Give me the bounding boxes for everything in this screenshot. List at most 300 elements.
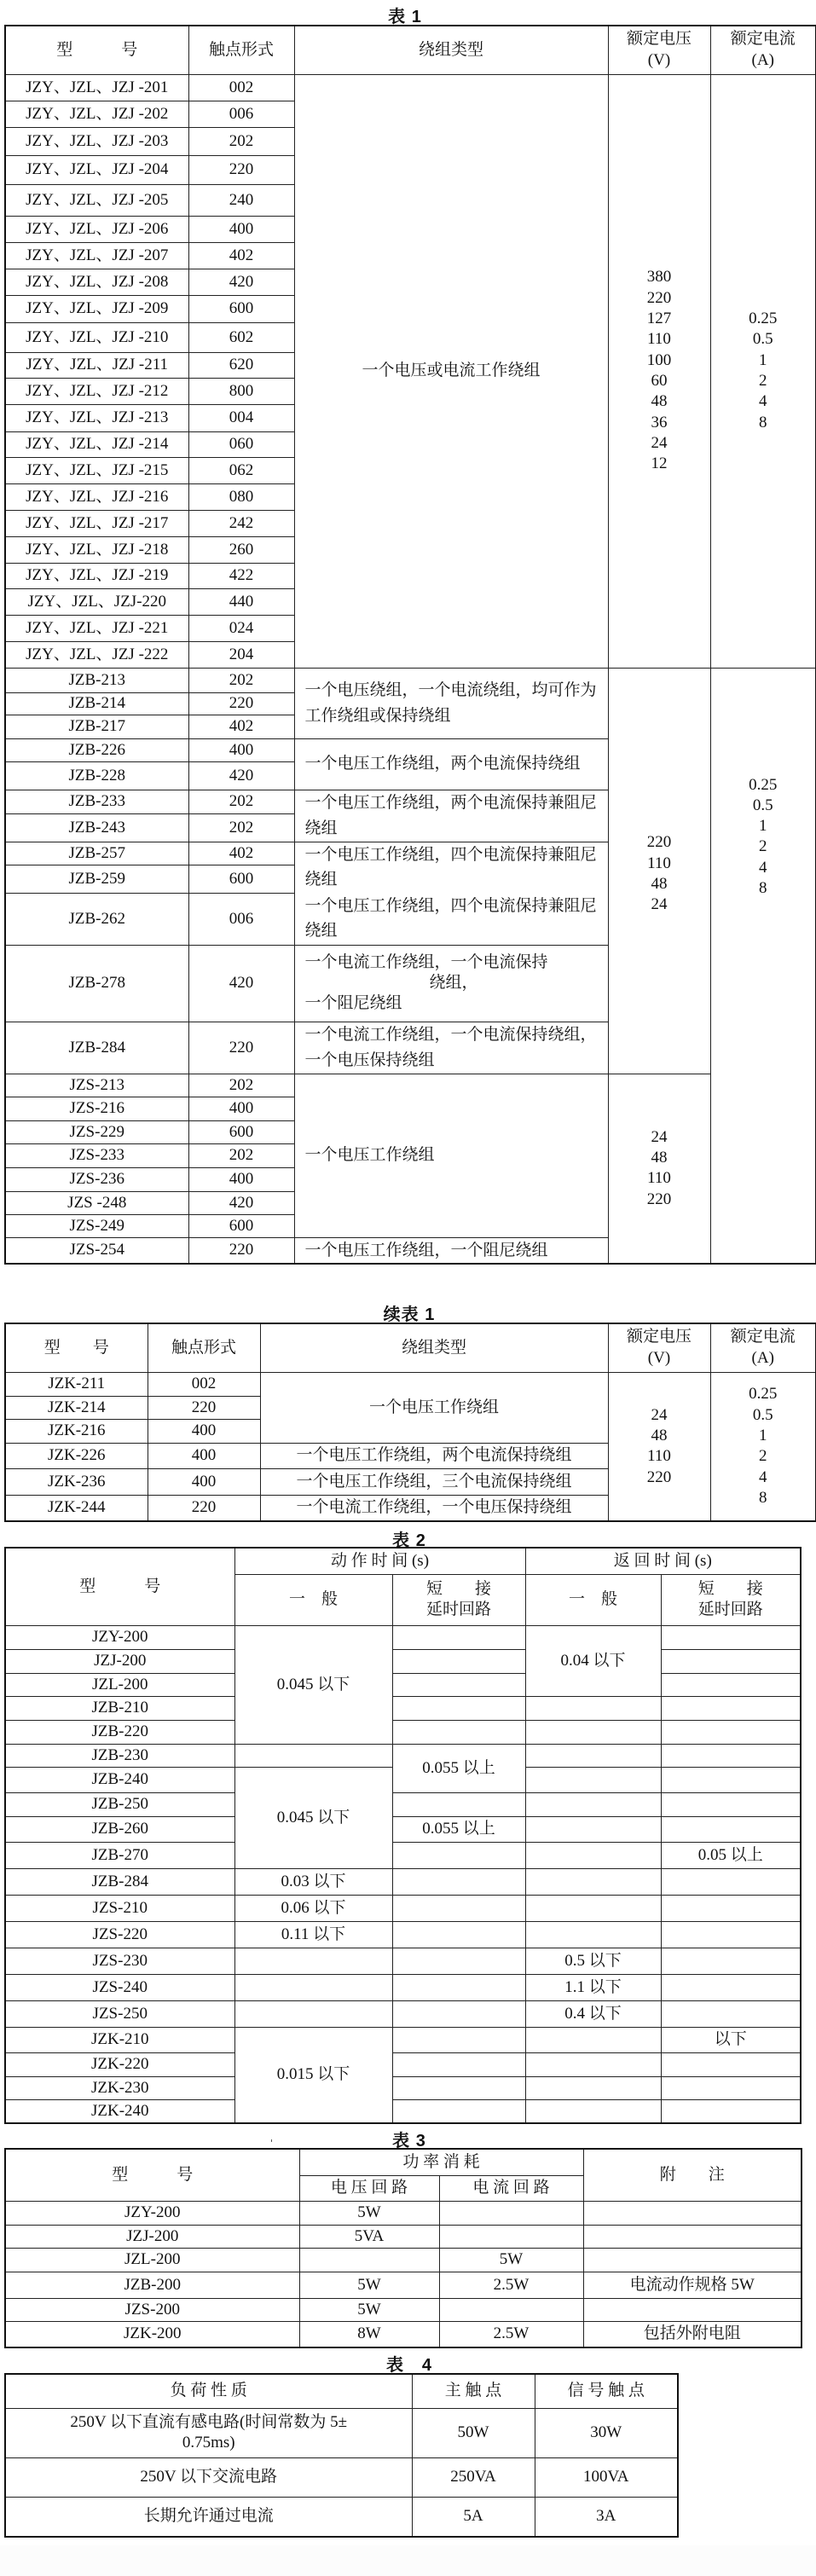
- return-general-cell: 0.4 以下: [525, 2000, 661, 2027]
- return-short-cell: [661, 1792, 801, 1816]
- model-cell: JZB-243: [5, 813, 188, 842]
- winding-cell: 一个电压或电流工作绕组: [294, 74, 608, 668]
- model-cell: JZY、JZL、JZJ -208: [5, 269, 188, 295]
- contact-cell: 420: [188, 269, 294, 295]
- return-general-cell: [525, 1792, 661, 1816]
- table1-continued: [4, 1323, 816, 1522]
- contact-cell: 002: [148, 1372, 260, 1396]
- winding-cell: 一个电压工作绕组: [294, 1074, 608, 1237]
- return-short-cell: [661, 1816, 801, 1842]
- table3-header-row-1: [5, 2149, 802, 2175]
- return-short-cell: [661, 1673, 801, 1696]
- model-cell: JZY、JZL、JZJ -214: [5, 431, 188, 457]
- model-cell: JZY、JZL、JZJ -203: [5, 127, 188, 155]
- header-model: 型 号: [5, 1323, 148, 1372]
- table-row: [5, 2408, 678, 2457]
- header-power: 功 率 消 耗: [299, 2149, 583, 2175]
- model-cell: JZB-214: [5, 692, 188, 715]
- voltage-cell: 5W: [299, 2272, 439, 2298]
- winding-cell: 一个电压工作绕组，四个电流保持兼阻尼绕组: [294, 893, 608, 945]
- table-row: [5, 2052, 801, 2076]
- winding-cell: 一个电压绕组，一个电流绕组，均可作为工作绕组或保持绕组: [294, 668, 608, 738]
- contact-cell: 402: [188, 242, 294, 269]
- contact-cell: 440: [188, 588, 294, 615]
- current-cell: [439, 2225, 583, 2248]
- model-cell: JZK-220: [5, 2052, 234, 2076]
- table-row: [5, 2321, 802, 2347]
- header-contact: 触点形式: [148, 1323, 260, 1372]
- action-short-cell: [392, 2099, 525, 2123]
- return-general-cell: [525, 1921, 661, 1948]
- contact-cell: 220: [148, 1396, 260, 1419]
- action-short-cell: [392, 1868, 525, 1895]
- table2-title: 表 2: [392, 1531, 426, 1550]
- contact-cell: 400: [148, 1419, 260, 1443]
- contact-cell: 202: [188, 1143, 294, 1167]
- model-cell: JZK-216: [5, 1419, 148, 1443]
- contact-cell: 420: [188, 945, 294, 1022]
- header-action-short: 短 接 延时回路: [392, 1574, 525, 1625]
- model-cell: JZB-233: [5, 790, 188, 813]
- return-short-cell: [661, 1696, 801, 1720]
- model-cell: JZK-236: [5, 1468, 148, 1495]
- voltage-list-cell: 24 48 110 220: [608, 1074, 710, 1264]
- contact-cell: 062: [188, 457, 294, 483]
- model-cell: JZK-230: [5, 2076, 234, 2099]
- contact-cell: 260: [188, 536, 294, 563]
- header-winding: 绕组类型: [294, 26, 608, 74]
- model-cell: JZB-260: [5, 1816, 234, 1842]
- table-row: [5, 2457, 678, 2497]
- model-cell: JZS-216: [5, 1097, 188, 1120]
- note-cell: [583, 2201, 802, 2225]
- contact-cell: 202: [188, 813, 294, 842]
- signal-contact-cell: 30W: [535, 2408, 678, 2457]
- action-short-cell: [392, 1948, 525, 1974]
- contact-cell: 202: [188, 127, 294, 155]
- current-cell: 5W: [439, 2248, 583, 2272]
- current-cell: 2.5W: [439, 2321, 583, 2347]
- stray-mark: [271, 2139, 272, 2142]
- table-row: [5, 1868, 801, 1895]
- action-general-cell: 0.045 以下: [234, 1767, 392, 1868]
- model-cell: JZB-217: [5, 715, 188, 738]
- header-load: 负 荷 性 质: [5, 2374, 412, 2408]
- model-cell: JZB-284: [5, 1868, 234, 1895]
- model-cell: JZJ-200: [5, 1649, 234, 1673]
- action-general-cell: 0.03 以下: [234, 1868, 392, 1895]
- winding-cell: 一个电压工作绕组，两个电流保持兼阻尼绕组: [294, 790, 608, 842]
- winding-cell: 一个电压工作绕组，四个电流保持兼阻尼绕组: [294, 842, 608, 893]
- action-short-cell: [392, 1842, 525, 1868]
- table-row: [5, 2272, 802, 2298]
- action-short-cell: [392, 1696, 525, 1720]
- return-short-cell: [661, 1625, 801, 1649]
- table-row: [5, 1744, 801, 1767]
- voltage-cell: 8W: [299, 2321, 439, 2347]
- current-cell: [439, 2298, 583, 2321]
- model-cell: JZK-211: [5, 1372, 148, 1396]
- model-cell: JZB-228: [5, 761, 188, 790]
- header-current: 额定电流 (A): [710, 26, 816, 74]
- return-short-cell: [661, 1720, 801, 1744]
- table3-title: 表 3: [392, 2132, 426, 2151]
- return-general-cell: [525, 2076, 661, 2099]
- model-cell: JZB-213: [5, 668, 188, 692]
- header-return-time: 返 回 时 间 (s): [525, 1548, 801, 1574]
- contact-cell: 620: [188, 352, 294, 378]
- return-short-cell: [661, 2052, 801, 2076]
- contact-cell: 400: [188, 1167, 294, 1191]
- model-cell: JZS-213: [5, 1074, 188, 1097]
- contact-cell: 400: [148, 1443, 260, 1468]
- action-short-cell: [392, 1974, 525, 2000]
- contact-cell: 420: [188, 1191, 294, 1214]
- header-current-circuit: 电 流 回 路: [439, 2175, 583, 2201]
- winding-cell: 一个电流工作绕组，一个电流保持 绕组， 一个阻尼绕组: [294, 945, 608, 1022]
- return-general-cell: 0.04 以下: [525, 1625, 661, 1696]
- contact-cell: 242: [188, 510, 294, 536]
- main-contact-cell: 250VA: [412, 2457, 535, 2497]
- winding-cell: 一个电压工作绕组，一个阻尼绕组: [294, 1237, 608, 1264]
- voltage-cell: 5VA: [299, 2225, 439, 2248]
- contact-cell: 420: [188, 761, 294, 790]
- contact-cell: 024: [188, 615, 294, 641]
- note-cell: 电流动作规格 5W: [583, 2272, 802, 2298]
- current-list-cell: 0.25 0.5 1 2 4 8: [710, 668, 816, 1264]
- return-short-cell: [661, 1744, 801, 1767]
- action-general-cell: [234, 1744, 392, 1767]
- return-general-cell: [525, 1744, 661, 1767]
- return-general-cell: [525, 1895, 661, 1921]
- model-cell: JZK-214: [5, 1396, 148, 1419]
- table-row: [5, 1792, 801, 1816]
- current-list-cell: 0.25 0.5 1 2 4 8: [710, 1372, 816, 1521]
- contact-cell: 080: [188, 483, 294, 510]
- model-cell: JZY、JZL、JZJ -212: [5, 378, 188, 404]
- voltage-list-cell: 380 220 127 110 100 60 48 36 24 12: [608, 74, 710, 668]
- action-short-cell: [392, 1673, 525, 1696]
- note-cell: [583, 2298, 802, 2321]
- model-cell: JZL-200: [5, 2248, 299, 2272]
- contact-cell: 402: [188, 715, 294, 738]
- action-general-cell: 0.06 以下: [234, 1895, 392, 1921]
- contact-cell: 220: [148, 1495, 260, 1521]
- model-cell: JZS-200: [5, 2298, 299, 2321]
- contact-cell: 600: [188, 1214, 294, 1237]
- winding-cell: 一个电压工作绕组，两个电流保持绕组: [294, 738, 608, 790]
- contact-cell: 422: [188, 563, 294, 588]
- action-general-cell: 0.015 以下: [234, 2027, 392, 2123]
- model-cell: JZL-200: [5, 1673, 234, 1696]
- header-return-general: 一 般: [525, 1574, 661, 1625]
- header-note: 附 注: [583, 2149, 802, 2201]
- return-general-cell: [525, 1767, 661, 1792]
- contact-cell: 600: [188, 295, 294, 322]
- header-action-general: 一 般: [234, 1574, 392, 1625]
- model-cell: JZS-233: [5, 1143, 188, 1167]
- table-row: [5, 74, 816, 101]
- model-cell: JZY、JZL、JZJ -204: [5, 155, 188, 184]
- model-cell: JZY、JZL、JZJ -213: [5, 404, 188, 431]
- table-row: [5, 1649, 801, 1673]
- voltage-list-cell: 24 48 110 220: [608, 1372, 710, 1521]
- contact-cell: 202: [188, 668, 294, 692]
- model-cell: JZB-259: [5, 865, 188, 893]
- action-short-cell: [392, 1720, 525, 1744]
- winding-cell: 一个电压工作绕组，三个电流保持绕组: [260, 1468, 608, 1495]
- table-row: [5, 1074, 816, 1097]
- load-cell: 250V 以下交流电路: [5, 2457, 412, 2497]
- model-cell: JZK-244: [5, 1495, 148, 1521]
- header-model: 型 号: [5, 2149, 299, 2201]
- model-cell: JZY-200: [5, 1625, 234, 1649]
- return-short-cell: [661, 2099, 801, 2123]
- action-short-cell: [392, 1895, 525, 1921]
- contact-cell: 006: [188, 893, 294, 945]
- return-short-cell: [661, 1921, 801, 1948]
- action-short-cell: [392, 1625, 525, 1649]
- action-general-cell: [234, 1948, 392, 1974]
- table-row: [5, 2248, 802, 2272]
- load-cell: 250V 以下直流有感电路(时间常数为 5± 0.75ms): [5, 2408, 412, 2457]
- header-return-short: 短 接 延时回路: [661, 1574, 801, 1625]
- model-cell: JZS-254: [5, 1237, 188, 1264]
- table4-title: 表 4: [385, 2356, 433, 2375]
- header-main-contact: 主 触 点: [412, 2374, 535, 2408]
- model-cell: JZY、JZL、JZJ -210: [5, 322, 188, 352]
- header-contact: 触点形式: [188, 26, 294, 74]
- action-short-cell: [392, 1649, 525, 1673]
- table-row: [5, 2298, 802, 2321]
- contact-cell: 220: [188, 155, 294, 184]
- model-cell: JZB-270: [5, 1842, 234, 1868]
- contact-cell: 800: [188, 378, 294, 404]
- model-cell: JZS-250: [5, 2000, 234, 2027]
- contact-cell: 600: [188, 1120, 294, 1143]
- model-cell: JZJ-200: [5, 2225, 299, 2248]
- action-general-cell: [234, 1974, 392, 2000]
- winding-cell: 一个电压工作绕组，两个电流保持绕组: [260, 1443, 608, 1468]
- table1-cont-title: 续表 1: [383, 1305, 436, 1324]
- header-model: 型 号: [5, 26, 188, 74]
- contact-cell: 400: [188, 738, 294, 761]
- winding-cell: 一个电流工作绕组，一个电压保持绕组: [260, 1495, 608, 1521]
- model-cell: JZY-200: [5, 2201, 299, 2225]
- model-cell: JZS-210: [5, 1895, 234, 1921]
- model-cell: JZY、JZL、JZJ -217: [5, 510, 188, 536]
- contact-cell: 202: [188, 1074, 294, 1097]
- table2-header-row-1: [5, 1548, 801, 1574]
- table-row: [5, 2225, 802, 2248]
- return-general-cell: 1.1 以下: [525, 1974, 661, 2000]
- model-cell: JZB-200: [5, 2272, 299, 2298]
- action-short-cell: [392, 2052, 525, 2076]
- signal-contact-cell: 100VA: [535, 2457, 678, 2497]
- model-cell: JZS -248: [5, 1191, 188, 1214]
- model-cell: JZY、JZL、JZJ -209: [5, 295, 188, 322]
- model-cell: JZY、JZL、JZJ -216: [5, 483, 188, 510]
- contact-cell: 220: [188, 692, 294, 715]
- model-cell: JZK-240: [5, 2099, 234, 2123]
- winding-cell: 一个电压工作绕组: [260, 1372, 608, 1443]
- table-row: [5, 1673, 801, 1696]
- model-cell: JZK-200: [5, 2321, 299, 2347]
- header-current: 额定电流 (A): [710, 1323, 816, 1372]
- table-row: [5, 2000, 801, 2027]
- action-general-cell: [234, 2000, 392, 2027]
- return-short-cell: [661, 1974, 801, 2000]
- table-row: [5, 2497, 678, 2537]
- return-general-cell: [525, 1868, 661, 1895]
- model-cell: JZY、JZL、JZJ -211: [5, 352, 188, 378]
- return-short-cell: [661, 1868, 801, 1895]
- return-general-cell: [525, 1842, 661, 1868]
- return-short-cell: [661, 1767, 801, 1792]
- action-short-cell: 0.055 以上: [392, 1816, 525, 1842]
- model-cell: JZY、JZL、JZJ -207: [5, 242, 188, 269]
- voltage-list-cell: 220 110 48 24: [608, 668, 710, 1074]
- header-signal-contact: 信 号 触 点: [535, 2374, 678, 2408]
- model-cell: JZY、JZL、JZJ -222: [5, 641, 188, 668]
- table-row: [5, 1921, 801, 1948]
- contact-cell: 004: [188, 404, 294, 431]
- table4: [4, 2373, 679, 2538]
- model-cell: JZB-278: [5, 945, 188, 1022]
- model-cell: JZB-210: [5, 1696, 234, 1720]
- table-row: [5, 2201, 802, 2225]
- model-cell: JZB-262: [5, 893, 188, 945]
- return-general-cell: [525, 2027, 661, 2052]
- note-cell: 包括外附电阻: [583, 2321, 802, 2347]
- header-action-time: 动 作 时 间 (s): [234, 1548, 525, 1574]
- return-short-cell: [661, 2000, 801, 2027]
- signal-contact-cell: 3A: [535, 2497, 678, 2537]
- action-short-cell: [392, 2000, 525, 2027]
- voltage-cell: 5W: [299, 2201, 439, 2225]
- return-general-cell: [525, 2052, 661, 2076]
- note-cell: [583, 2248, 802, 2272]
- contact-cell: 204: [188, 641, 294, 668]
- table-row: [5, 2076, 801, 2099]
- model-cell: JZS-240: [5, 1974, 234, 2000]
- model-cell: JZB-284: [5, 1022, 188, 1074]
- model-cell: JZS-236: [5, 1167, 188, 1191]
- contact-cell: 400: [188, 216, 294, 242]
- model-cell: JZY、JZL、JZJ -206: [5, 216, 188, 242]
- header-voltage-circuit: 电 压 回 路: [299, 2175, 439, 2201]
- contact-cell: 060: [188, 431, 294, 457]
- model-cell: JZK-226: [5, 1443, 148, 1468]
- voltage-cell: 5W: [299, 2298, 439, 2321]
- model-cell: JZB-240: [5, 1767, 234, 1792]
- table-row: [5, 1720, 801, 1744]
- model-cell: JZS-249: [5, 1214, 188, 1237]
- header-voltage: 额定电压 (V): [608, 26, 710, 74]
- current-cell: 2.5W: [439, 2272, 583, 2298]
- table-row: [5, 1816, 801, 1842]
- header-winding: 绕组类型: [260, 1323, 608, 1372]
- return-general-cell: 0.5 以下: [525, 1948, 661, 1974]
- action-general-cell: 0.045 以下: [234, 1625, 392, 1744]
- contact-cell: 400: [148, 1468, 260, 1495]
- model-cell: JZS-230: [5, 1948, 234, 1974]
- table3: [4, 2148, 802, 2348]
- action-short-cell: [392, 1792, 525, 1816]
- table1-header-row: [5, 26, 816, 74]
- contact-cell: 402: [188, 842, 294, 865]
- table-row: [5, 1372, 816, 1396]
- action-short-cell: [392, 1921, 525, 1948]
- contact-cell: 602: [188, 322, 294, 352]
- page-bottom-margin: [0, 2545, 816, 2576]
- model-cell: JZY、JZL、JZJ -221: [5, 615, 188, 641]
- return-general-cell: [525, 1720, 661, 1744]
- return-short-cell: 0.05 以上: [661, 1842, 801, 1868]
- winding-cell: 一个电流工作绕组，一个电流保持绕组，一个电压保持绕组: [294, 1022, 608, 1074]
- model-cell: JZB-250: [5, 1792, 234, 1816]
- contact-cell: 600: [188, 865, 294, 893]
- table-row: [5, 1948, 801, 1974]
- table-row: [5, 1625, 801, 1649]
- table1: [4, 25, 816, 1265]
- note-cell: [583, 2225, 802, 2248]
- model-cell: JZY、JZL、JZJ -215: [5, 457, 188, 483]
- contact-cell: 202: [188, 790, 294, 813]
- model-cell: JZB-230: [5, 1744, 234, 1767]
- current-cell: [439, 2201, 583, 2225]
- main-contact-cell: 5A: [412, 2497, 535, 2537]
- table-row: [5, 668, 816, 692]
- table1-cont-header-row: [5, 1323, 816, 1372]
- model-cell: JZS-229: [5, 1120, 188, 1143]
- load-cell: 长期允许通过电流: [5, 2497, 412, 2537]
- main-contact-cell: 50W: [412, 2408, 535, 2457]
- return-general-cell: [525, 2099, 661, 2123]
- contact-cell: 220: [188, 1237, 294, 1264]
- return-general-cell: [525, 1816, 661, 1842]
- model-cell: JZY、JZL、JZJ -201: [5, 74, 188, 101]
- model-cell: JZS-220: [5, 1921, 234, 1948]
- model-cell: JZY、JZL、JZJ -202: [5, 101, 188, 127]
- return-short-cell: [661, 1895, 801, 1921]
- table-row: [5, 1696, 801, 1720]
- table-row: [5, 2099, 801, 2123]
- model-cell: JZY、JZL、JZJ -205: [5, 184, 188, 216]
- contact-cell: 400: [188, 1097, 294, 1120]
- return-general-cell: [525, 1696, 661, 1720]
- action-short-cell: [392, 2027, 525, 2052]
- model-cell: JZB-257: [5, 842, 188, 865]
- header-voltage: 额定电压 (V): [608, 1323, 710, 1372]
- return-short-cell: [661, 2076, 801, 2099]
- table-row: [5, 2027, 801, 2052]
- table-row: [5, 1895, 801, 1921]
- table-row: [5, 1842, 801, 1868]
- header-model: 型 号: [5, 1548, 234, 1625]
- contact-cell: 006: [188, 101, 294, 127]
- action-short-cell: 0.055 以上: [392, 1744, 525, 1792]
- return-short-cell: [661, 1948, 801, 1974]
- table1-title: 表 1: [388, 8, 422, 26]
- return-short-cell: 以下: [661, 2027, 801, 2052]
- model-cell: JZY、JZL、JZJ -219: [5, 563, 188, 588]
- table2: [4, 1547, 802, 2124]
- model-cell: JZY、JZL、JZJ-220: [5, 588, 188, 615]
- contact-cell: 220: [188, 1022, 294, 1074]
- model-cell: JZK-210: [5, 2027, 234, 2052]
- model-cell: JZY、JZL、JZJ -218: [5, 536, 188, 563]
